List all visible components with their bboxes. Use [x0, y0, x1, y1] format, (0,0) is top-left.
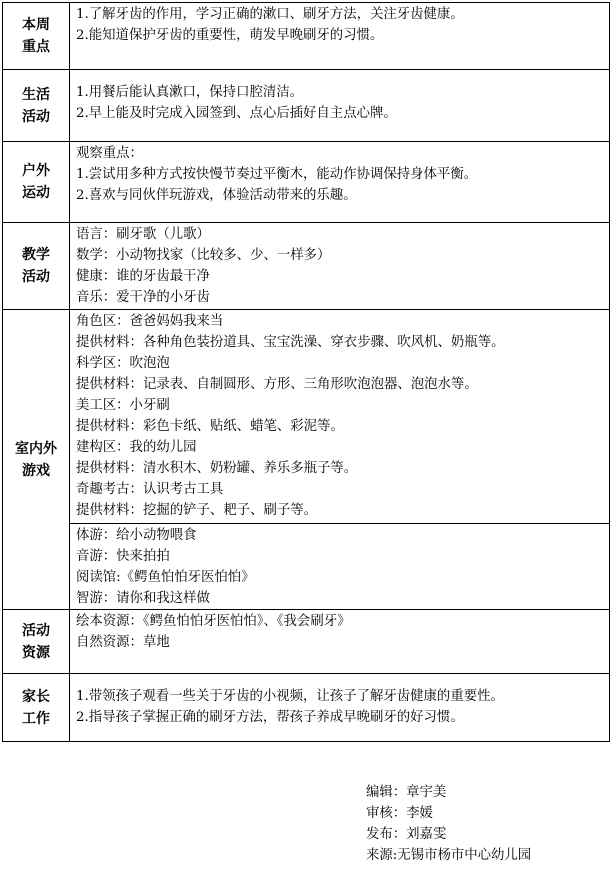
label-line: 户外 — [22, 163, 50, 179]
content-line: 奇趣考古：认识考古工具 — [76, 482, 224, 497]
content-line: 角色区：爸爸妈妈我来当 — [76, 314, 224, 329]
table-row-games-areas — [3, 310, 610, 524]
label-line: 活动 — [22, 622, 50, 639]
content-line: 观察重点： — [76, 146, 143, 161]
content-line: 音游：快来拍拍 — [76, 549, 170, 564]
label-line: 生活 — [22, 86, 50, 103]
content-line: 2.指导孩子掌握正确的刷牙方法，帮孩子养成早晚刷牙的好习惯。 — [76, 710, 464, 725]
reviewer-credit: 审核：李媛 — [366, 806, 433, 821]
content-line: 科学区：吹泡泡 — [76, 356, 170, 371]
publisher-credit: 发布：刘嘉雯 — [366, 827, 447, 842]
table-row-focus — [3, 3, 610, 70]
row-content-resources — [70, 610, 610, 674]
content-line: 自然资源：草地 — [76, 635, 170, 650]
row-content-teaching — [70, 223, 610, 310]
content-line: 2.早上能及时完成入园签到、点心后插好自主点心牌。 — [76, 106, 397, 121]
label-line: 本周 — [22, 17, 50, 33]
row-content-game-areas — [70, 310, 610, 524]
row-label-parents — [3, 674, 70, 742]
weekly-plan-table — [2, 2, 610, 742]
content-line: 建构区：我的幼儿园 — [76, 440, 197, 455]
row-label-outdoor — [3, 142, 70, 223]
label-line: 室内外 — [15, 440, 57, 457]
content-line: 提供材料：各种角色装扮道具、宝宝洗澡、穿衣步骤、吹风机、奶瓶等。 — [76, 335, 505, 350]
label-line: 活动 — [22, 269, 50, 285]
content-line: 1.尝试用多种方式按快慢节奏过平衡木，能动作协调保持身体平衡。 — [76, 167, 478, 182]
row-label-focus — [3, 3, 70, 70]
content-line: 音乐：爱干净的小牙齿 — [76, 290, 210, 305]
label-line: 重点 — [22, 39, 50, 55]
table-row-daily-life — [3, 70, 610, 142]
row-content-outdoor — [70, 142, 610, 223]
credits-footer — [366, 782, 531, 866]
content-line: 提供材料：清水积木、奶粉罐、养乐多瓶子等。 — [76, 461, 358, 476]
content-line: 1.带领孩子观看一些关于牙齿的小视频，让孩子了解牙齿健康的重要性。 — [76, 689, 504, 704]
table-row-resources — [3, 610, 610, 674]
label-line: 运动 — [22, 185, 50, 201]
table-row-parents — [3, 674, 610, 742]
content-line: 1.了解牙齿的作用，学习正确的漱口、刷牙方法，关注牙齿健康。 — [76, 7, 464, 22]
table-row-games-extra — [3, 524, 610, 610]
content-line: 阅读馆:《鳄鱼怕怕牙医怕怕》 — [76, 570, 255, 585]
row-content-focus — [70, 3, 610, 70]
content-line: 数学：小动物找家（比较多、少、一样多） — [76, 248, 331, 263]
content-line: 美工区：小牙刷 — [76, 398, 170, 413]
label-line: 工作 — [22, 710, 50, 727]
row-label-resources — [3, 610, 70, 674]
content-line: 2.喜欢与同伙伴玩游戏，体验活动带来的乐趣。 — [76, 188, 357, 203]
row-label-games — [3, 310, 70, 610]
content-line: 提供材料：挖掘的铲子、耙子、刷子等。 — [76, 503, 318, 518]
label-line: 资源 — [22, 644, 50, 661]
content-line: 健康：谁的牙齿最干净 — [76, 269, 210, 284]
source-credit: 来源:无锡市杨市中心幼儿园 — [366, 848, 532, 863]
content-line: 2.能知道保护牙齿的重要性，萌发早晚刷牙的习惯。 — [76, 28, 384, 43]
content-line: 绘本资源：《鳄鱼怕怕牙医怕怕》、《我会刷牙》 — [76, 614, 351, 629]
row-label-daily-life — [3, 70, 70, 142]
content-line: 提供材料：彩色卡纸、贴纸、蜡笔、彩泥等。 — [76, 419, 344, 434]
editor-credit: 编辑：章宇美 — [366, 785, 447, 800]
label-line: 游戏 — [22, 462, 50, 479]
label-line: 教学 — [22, 247, 50, 263]
row-content-daily-life — [70, 70, 610, 142]
label-line: 家长 — [22, 688, 50, 705]
table-row-outdoor — [3, 142, 610, 223]
content-line: 1.用餐后能认真漱口，保持口腔清洁。 — [76, 85, 304, 100]
row-content-game-extra — [70, 524, 610, 610]
content-line: 智游：请你和我这样做 — [76, 591, 210, 606]
table-row-teaching — [3, 223, 610, 310]
content-line: 体游：给小动物喂食 — [76, 528, 197, 543]
row-content-parents — [70, 674, 610, 742]
label-line: 活动 — [22, 108, 50, 125]
content-line: 语言：刷牙歌（儿歌） — [76, 227, 210, 242]
content-line: 提供材料：记录表、自制圆形、方形、三角形吹泡泡器、泡泡水等。 — [76, 377, 478, 392]
row-label-teaching — [3, 223, 70, 310]
